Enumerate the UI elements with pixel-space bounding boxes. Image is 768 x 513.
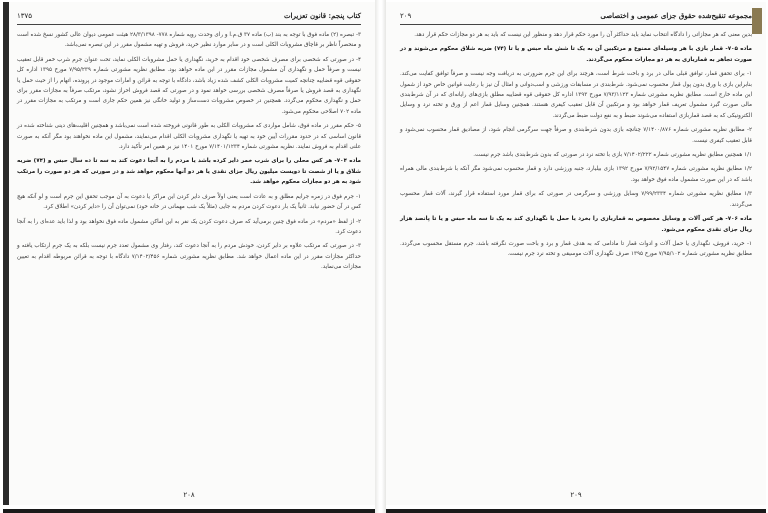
right-paragraph-4: ۲- مطابق نظریه مشورتی شماره ۷/۱۴۰۰/۸۷۶ چنانچه بازی بدون شرط‌بندی و صرفاً جهت سرگرمی انجام شود، از مصادیق قمار محسوب نمی‌شود و قابل تعقیب کیفری نیست.	[400, 127, 752, 144]
right-paragraph-3: ۱- برای تحقق قمار، توافق قبلی مالی در برد و باخت شرط است، هرچند برای این جرم ضرورتی به دریافت وجه نیست و صرفاً توافق کفایت می‌کند. بنابراین بازی با ورق بدون پول قمار محسوب نمی‌شود. شرط‌بندی در مسابقات ورزشی و اسب‌دوانی و امثال آن نیز با رعایت قوانین خاص خود از شمول این ماده خارج است. مطابق نظریه مشورتی شماره ۷/۹۳/۱۱۲۳ مورخ ۱۳۹۳ اداره کل حقوقی قوه قضاییه مطلق بازی‌های رایانه‌ای که در آن شرط‌بندی مالی صورت گیرد مشمول تعریف قمار خواهد بود و مرتکبین آن قابل تعقیب کیفری هستند. همچنین وسایل قمار اعم از ورق و تخته نرد و وسایل الکترونیکی که به قصد قماربازی استفاده می‌شوند ضبط و به نفع دولت ضبط می‌گردند.	[400, 71, 752, 119]
left-header-number: ۱۳۷۵	[17, 12, 33, 20]
left-page-header	[17, 8, 361, 25]
left-page-body	[17, 30, 361, 483]
left-header-title: کتاب پنجم: قانون تعزیرات	[283, 11, 361, 20]
right-paragraph-6: ۱/۲ مطابق نظریه مشورتی شماره ۷/۹۲/۱۵۴۷ مورخ ۱۳۹۲ بازی بیلیارد، جنبه ورزشی دارد و قمار محسوب نمی‌شود مگر آنکه با شرط‌بندی مالی همراه باشد که در این صورت مشمول ماده فوق خواهد بود.	[400, 166, 752, 183]
right-page-body	[400, 30, 752, 483]
right-bottom-edge	[386, 509, 766, 513]
left-paragraph-5: ۱- جرم فوق در زمره جرایم مطلق و به عادت است یعنی اولاً صرف دایر کردن این مراکز یا دعوت به آن موجب تحقق این جرم است و لو آنکه هیچ کس در آن حضور نیابد. ثانیاً یک بار دعوت کردن مردم به جایی (مثلاً یک شب مهمانی در خانه خود) نمی‌توان آن را «دایر کردن» اطلاق کرد.	[17, 193, 361, 211]
right-paragraph-1: بدین معنی که هر مجازاتی را دادگاه انتخاب نماید باید حداکثر آن را مورد حکم قرار دهد و منظور این نیست که باید به هر دو مجازات حکم قرار دهد.	[414, 32, 752, 38]
right-page-number: ۲۰۹	[570, 491, 582, 499]
bookmark-tab	[752, 8, 762, 34]
right-page-header	[400, 8, 752, 25]
left-paragraph-3: ۵- حکم مقرر در ماده فوق، شامل مواردی که مشروبات الکلی به طور قانونی فروخته شده است نمی‌باشد و همچنین اقلیت‌های دینی شناخته شده در قانون اساسی که در حدود مقررات آیین خود به تهیه یا نگهداری مشروبات الکلی اقدام می‌نمایند، مشمول این ماده نخواهند بود مگر آنکه به صورت علنی اقدام به فروش نمایند. نظریه مشورتی شماره ۷/۱۴۰۱/۱۲۳۴ مورخ ۱۴۰۱ نیز بر همین امر تأکید دارد.	[17, 123, 361, 151]
right-header-title: مجموعه تنقیح‌شده حقوق جزای عمومی و اختصاصی	[600, 11, 752, 20]
book-gutter	[375, 0, 386, 513]
right-article-705: ماده ۷۰۵- قمار بازی با هر وسیله‌ای ممنوع و مرتکبین آن به یک تا شش ماه حبس و یا تا (۷۴) ضربه شلاق محکوم می‌شوند و در صورت تجاهر به قماربازی به هر دو مجازات محکوم می‌گردند.	[400, 46, 752, 63]
right-paragraph-5: ۱/۱ همچنین مطابق نظریه مشورتی شماره ۷/۱۴۰۲/۲۲۲ بازی با تخته نرد در صورتی که بدون شرط‌بندی باشد جرم نیست.	[473, 152, 752, 159]
right-book-page	[386, 2, 766, 505]
left-bottom-edge	[3, 509, 375, 513]
right-paragraph-9: ۱- خرید، فروش، نگهداری یا حمل آلات و ادوات قمار تا مادامی که به هدف قمار و برد و باخت صورت نگرفته باشد، جرم مستقل محسوب می‌گردد. مطابق نظریه مشورتی شماره ۷/۹۵/۱۰۲ مورخ ۱۳۹۵ صرف نگهداری آلات موسیقی و تخته نرد جرم نیست.	[400, 240, 752, 258]
left-paragraph-2: ۴- در صورتی که شخصی برای مصرف شخصی خود اقدام به خرید، نگهداری یا حمل مشروبات الکلی نماید، تحت عنوان جرم شرب خمر قابل تعقیب نیست و صرفاً حمل و نگهداری آن مشمول مجازات مقرر در این ماده خواهد بود. مطابق نظریه مشورتی شماره ۷/۹۵/۲۳۹ مورخ ۱۳۹۵ اداره کل حقوقی قوه قضاییه چنانچه کمیت مشروبات الکلی کشف شده زیاد باشد، دادگاه با توجه به قرائن و امارات موجود در پرونده، اتهام را از حیث حمل یا نگهداری به قصد فروش یا صرفاً مصرف شخصی بررسی خواهد نمود و در صورتی که قصد فروش احراز نشود، مرتکب صرفاً به مجازات مقرر برای حمل و نگهداری محکوم می‌گردد. همچنین در خصوص مشروبات دست‌ساز و تولید خانگی نیز همین حکم جاری است و مرتکب به مجازات مقرر در ماده ۷۰۲ اصلاحی محکوم می‌شود.	[17, 56, 361, 115]
left-book-page	[3, 2, 375, 505]
page-edge-shadow	[3, 2, 9, 505]
left-article-704: ماده ۷۰۴- هر کس محلی را برای شرب خمر دایر کرده باشد یا مردم را به آنجا دعوت کند به سه تا ده سال حبس و (۷۴) ضربه شلاق و یا از شصت تا دویست میلیون ریال جزای نقدی یا هر دو آنها محکوم خواهد شد و در صورتی که هر دو صورت را مرتکب شود به هر دو مجازات محکوم خواهد شد.	[17, 158, 362, 186]
left-paragraph-7: ۳- در صورتی که مرتکب علاوه بر دایر کردن، خودش مردم را به آنجا دعوت کند، رفتار وی مشمول تعدد جرم نیست بلکه به یک جرم ارتکاب یافته و حداکثر مجازات مقرر در این ماده اعمال خواهد شد. مطابق نظریه مشورتی شماره ۷/۱۴۰۲/۴۵۶ دادگاه با توجه به قرائن مربوطه اقدام به تعیین مجازات می‌نماید.	[17, 243, 361, 271]
right-paragraph-7: ۱/۳ مطابق نظریه مشورتی شماره ۷/۹۹/۲۳۳۴ وسایل ورزشی و سرگرمی در صورتی که برای قمار مورد استفاده قرار گیرند، آلات قمار محسوب می‌گردند.	[400, 191, 752, 208]
right-article-706: ماده ۷۰۶- هر کس آلات و وسایل مخصوص به قماربازی را بخرد یا حمل یا نگهداری کند به یک تا سه ماه حبس و یا تا پانصد هزار ریال جزای نقدی محکوم می‌شود.	[400, 216, 753, 233]
left-page-number: ۲۰۸	[183, 491, 195, 499]
left-paragraph-6: ۲- از لفظ «مردم» در ماده فوق چنین برمی‌آید که صرف دعوت کردن یک نفر به این اماکن مشمول ماده فوق نخواهد بود و لذا باید عده‌ای را به آنجا دعوت کرد.	[17, 218, 361, 235]
right-header-number: ۲۰۹	[400, 12, 412, 20]
left-paragraph-1: ۳- تبصره (۲) ماده فوق با توجه به بند (ب) ماده ۳۷ ق.م.ا و رای وحدت رویه شماره ۷۷۸- ۲۸/۳/۱۳۹۸ هیئت عمومی دیوان عالی کشور نسخ شده است و منحصراً ناظر بر قاچاق مشروبات الکلی است و در سایر موارد نظیر خرید، فروش و تهیه مشمول مقرر در این تبصره نمی‌باشد.	[17, 32, 361, 49]
